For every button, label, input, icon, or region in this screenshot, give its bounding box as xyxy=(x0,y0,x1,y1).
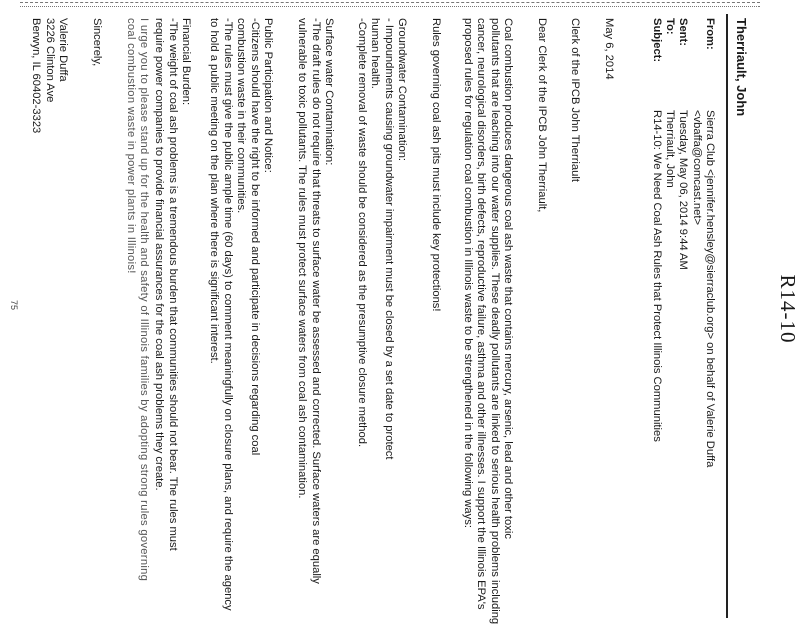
body-line: to hold a public meeting on the plan where there is significant interest. xyxy=(208,18,221,364)
letter-closing: Sincerely, xyxy=(91,18,103,67)
to-label: To: xyxy=(664,18,676,35)
section-heading: Financial Burden: xyxy=(180,18,192,106)
from-label: From: xyxy=(704,18,716,50)
sent-label: Sent: xyxy=(677,18,689,46)
letter-date: May 6, 2014 xyxy=(603,18,615,80)
section-heading: Surface water Contamination: xyxy=(323,18,335,166)
scan-edge-left xyxy=(20,2,760,3)
body-line: vulnerable to toxic pollutants. The rules must protect surface waters from coal ash contamination. xyxy=(296,18,309,499)
body-line: -The weight of coal ash problems is a tremendous burden that communities should not bear. The rules must xyxy=(166,18,179,551)
to-value: Therriault, John xyxy=(664,110,676,188)
body-line: proposed rules for regulation coal combustion in Illinois waste to be strengthened in the following ways: xyxy=(461,18,474,528)
page-number: 75 xyxy=(9,300,19,311)
subject-value: R14-10: We Need Coal Ash Rules that Protect Illinois Communities xyxy=(651,110,663,442)
signature-block xyxy=(29,18,69,133)
body-line: coal combustion waste in power plants in Illinois! xyxy=(124,18,137,274)
salutation-recipient: Clerk of the IPCB John Therriault xyxy=(569,18,581,182)
paragraph-intro xyxy=(460,18,514,624)
record-number: R14-10 xyxy=(776,274,800,344)
body-line: cancer, neurological disorders, birth defects, reproductive failure, asthma and other illnesses. I support the Illinois EPA's xyxy=(475,18,488,610)
header-rule xyxy=(726,14,728,618)
body-line: Coal combustion produces dangerous coal ash waste that contains mercury, arsenic, lead and other toxic xyxy=(502,18,514,539)
body-line: -Citizens should have the right to be informed and participate in decisions regarding coal xyxy=(248,18,261,456)
body-line: combustion waste in their communities. xyxy=(235,18,248,214)
header-name: Therriault, John xyxy=(734,18,749,117)
section-heading: Groundwater Contamination: xyxy=(396,18,408,162)
paragraph-urge xyxy=(123,18,150,581)
scan-edge-left-inner xyxy=(20,6,760,7)
signer-name: Valerie Duffa xyxy=(57,18,69,82)
from-value: Sierra Club <jennifer.hensley@sierraclub.org> on behalf of Valerie Duffa xyxy=(704,110,716,468)
body-line: I urge you to please stand up for the health and safety of Illinois families by adopting strong rules governing xyxy=(138,18,150,582)
paragraph-key-protections xyxy=(429,18,442,312)
body-line: - Impoundments causing groundwater impairment must be closed by a set date to protect xyxy=(382,18,395,460)
paragraph-groundwater xyxy=(354,18,408,460)
sent-value: Tuesday, May 06, 2014 9:44 AM xyxy=(677,110,689,270)
paragraph-financial-burden xyxy=(152,18,192,551)
salutation-greeting: Dear Clerk of the IPCB John Therriault, xyxy=(536,18,548,213)
paragraph-surface-water xyxy=(295,18,335,584)
body-line: -The draft rules do not require that threats to surface water be assessed and corrected. Surface waters are equally xyxy=(309,18,322,584)
body-line: human health. xyxy=(369,18,382,89)
from-value-continued: <vbaffa@comcast.net> xyxy=(691,110,703,226)
section-heading: Public Participation and Notice: xyxy=(262,18,274,173)
body-line: Rules governing coal ash pits must include key protections! xyxy=(430,18,442,312)
signer-city: Berwyn, IL 60402-3323 xyxy=(30,18,43,134)
signer-street: 3226 Clinton Ave xyxy=(43,18,56,103)
body-line: -The rules must give the public ample time (60 days) to comment meaningfully on closure plans, and require the agency xyxy=(221,18,234,611)
subject-label: Subject: xyxy=(651,18,663,63)
body-line: -Complete removal of waste should be considered as the presumptive closure method. xyxy=(355,18,368,448)
paragraph-public-participation xyxy=(207,18,274,611)
body-line: require power companies to provide financial assurances for the coal ash problems they create. xyxy=(153,18,166,491)
body-line: pollutants that are leaching into our water supplies. These deadly pollutants are linked to serious health problems including xyxy=(488,18,501,624)
